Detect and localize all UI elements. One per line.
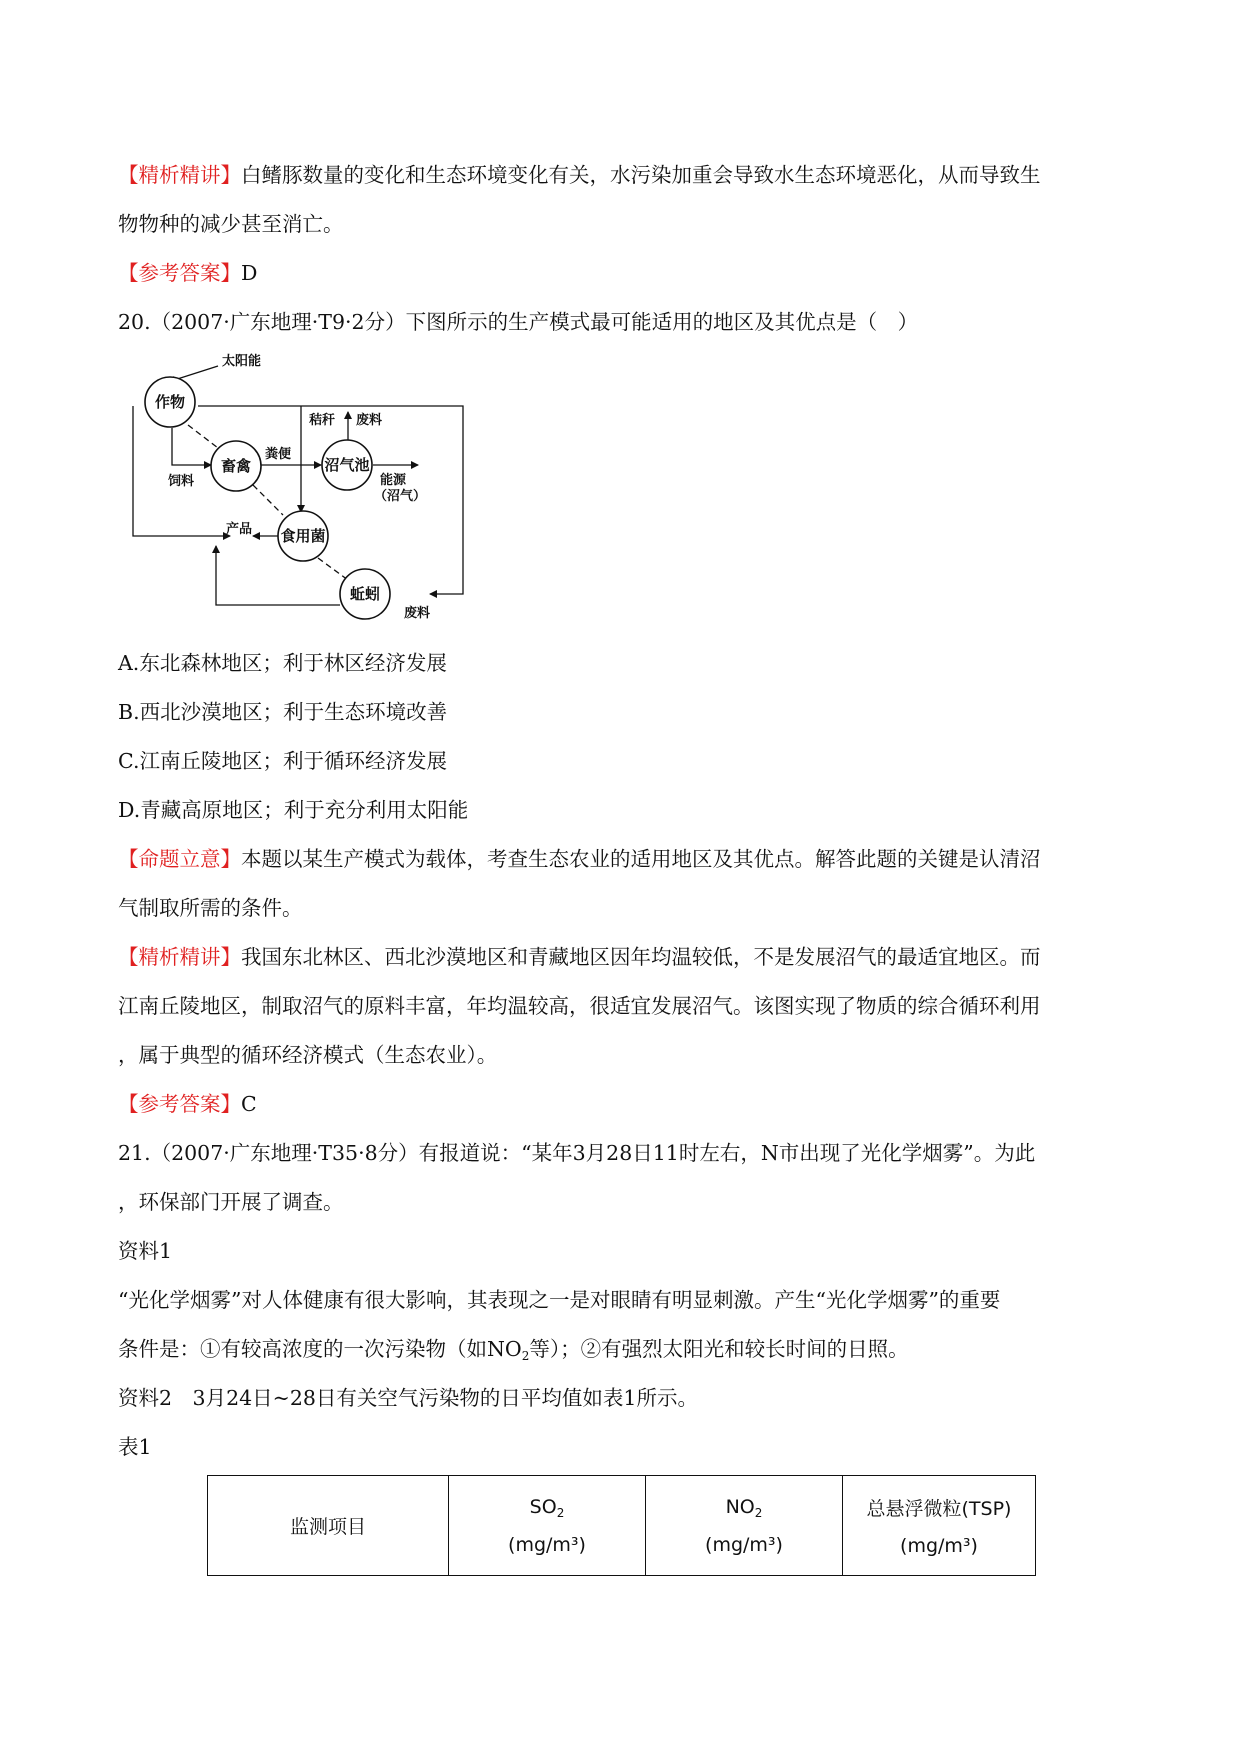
q20-analysis-line3: ，属于典型的循环经济模式（生态农业）。 [118, 1043, 498, 1067]
q20-analysis-tag: 【精析精讲】 [118, 945, 241, 969]
production-mode-diagram [118, 350, 478, 625]
label-waste-top: 废料 [356, 413, 383, 428]
q20-option-c: C.江南丘陵地区；利于循环经济发展 [118, 749, 447, 773]
label-solar: 太阳能 [222, 354, 262, 369]
dashed-fungi-earthworm [318, 558, 348, 580]
q20-option-d: D.青藏高原地区；利于充分利用太阳能 [118, 798, 469, 822]
q21-material1-line2 [118, 1337, 909, 1368]
label-livestock: 畜禽 [220, 457, 252, 475]
no2-sub: 2 [754, 1505, 763, 1520]
table-header-no2 [646, 1476, 843, 1576]
q20-intent-tag: 【命题立意】 [118, 847, 241, 871]
q20-analysis-line2: 江南丘陵地区，制取沼气的原料丰富，年均温较高，很适宜发展沼气。该图实现了物质的综合循环利用 [118, 994, 1041, 1018]
label-straw: 秸秆 [309, 413, 336, 428]
q20-answer-line [118, 1092, 257, 1116]
q19-analysis-text1: 白鳍豚数量的变化和生态环境变化有关，水污染加重会导致水生态环境恶化，从而导致生 [241, 163, 1041, 187]
q19-answer: D [241, 261, 258, 285]
no2-name: NO [725, 1495, 755, 1518]
no2-unit: (mg/m³) [705, 1533, 783, 1556]
label-manure: 粪便 [265, 447, 292, 462]
q20-answer: C [241, 1092, 257, 1116]
dashed-livestock-fungi [253, 485, 283, 515]
so2-unit: (mg/m³) [508, 1533, 586, 1556]
tsp-unit: (mg/m³) [900, 1535, 978, 1557]
dashed-crops-livestock [188, 425, 218, 448]
so2-name: SO [529, 1495, 557, 1518]
label-biogas-pit: 沼气池 [324, 456, 370, 474]
q21-material1-text-b: 等）；②有强烈太阳光和较长时间的日照。 [529, 1337, 909, 1361]
q19-analysis-tag: 【精析精讲】 [118, 163, 241, 187]
q21-material1-line1: “光化学烟雾”对人体健康有很大影响，其表现之一是对眼睛有明显刺激。产生“光化学烟雾”的重要 [118, 1288, 1001, 1312]
table-header-tsp [843, 1476, 1036, 1576]
label-products: 产品 [226, 522, 253, 537]
table-header-item: 监测项目 [208, 1476, 449, 1576]
label-crops: 作物 [154, 393, 186, 411]
label-energy-biogas: （沼气） [374, 489, 427, 504]
feed-line [172, 428, 211, 465]
q20-intent-text1: 本题以某生产模式为载体，考查生态农业的适用地区及其优点。解答此题的关键是认清沼 [241, 847, 1041, 871]
earthworm-products-line [216, 546, 340, 605]
table-header-row [208, 1476, 1036, 1576]
q19-analysis-line1 [118, 163, 1041, 187]
q21-material1-text-a: 条件是：①有较高浓度的一次污染物（如NO [118, 1337, 522, 1361]
label-waste-bottom: 废料 [404, 606, 431, 621]
label-fungi: 食用菌 [280, 527, 326, 545]
pollutant-table [207, 1475, 1036, 1576]
q19-answer-tag: 【参考答案】 [118, 261, 241, 285]
q20-analysis-text1: 我国东北林区、西北沙漠地区和青藏地区因年均温较低，不是发展沼气的最适宜地区。而 [241, 945, 1041, 969]
q20-stem: 20.（2007·广东地理·T9·2分）下图所示的生产模式最可能适用的地区及其优点是（ ） [118, 310, 919, 334]
q19-answer-line [118, 261, 257, 285]
so2-sub: 2 [556, 1505, 565, 1520]
q19-analysis-line2: 物物种的减少甚至消亡。 [118, 212, 344, 236]
q21-material1-sub: 2 [521, 1349, 530, 1363]
q20-option-a: A.东北森林地区；利于林区经济发展 [118, 651, 447, 675]
q20-option-b: B.西北沙漠地区；利于生态环境改善 [118, 700, 448, 724]
q21-stem-line2: ，环保部门开展了调查。 [118, 1190, 344, 1214]
q21-stem-line1: 21.（2007·广东地理·T35·8分）有报道说：“某年3月28日11时左右，N市出现了光化学烟雾”。为此 [118, 1141, 1036, 1165]
q20-answer-tag: 【参考答案】 [118, 1092, 241, 1116]
q20-intent-line2: 气制取所需的条件。 [118, 896, 303, 920]
q21-table-title: 表1 [118, 1435, 152, 1459]
label-feed: 饲料 [168, 474, 195, 489]
q21-material2: 资料2 3月24日~28日有关空气污染物的日平均值如表1所示。 [118, 1386, 698, 1410]
label-energy: 能源 [380, 473, 407, 488]
label-earthworm: 蚯蚓 [349, 585, 381, 603]
q21-material1-title: 资料1 [118, 1239, 173, 1263]
table-header-so2 [449, 1476, 646, 1576]
q20-analysis-line1 [118, 945, 1041, 969]
q20-intent-line1 [118, 847, 1041, 871]
tsp-name: 总悬浮微粒(TSP) [866, 1498, 1012, 1520]
